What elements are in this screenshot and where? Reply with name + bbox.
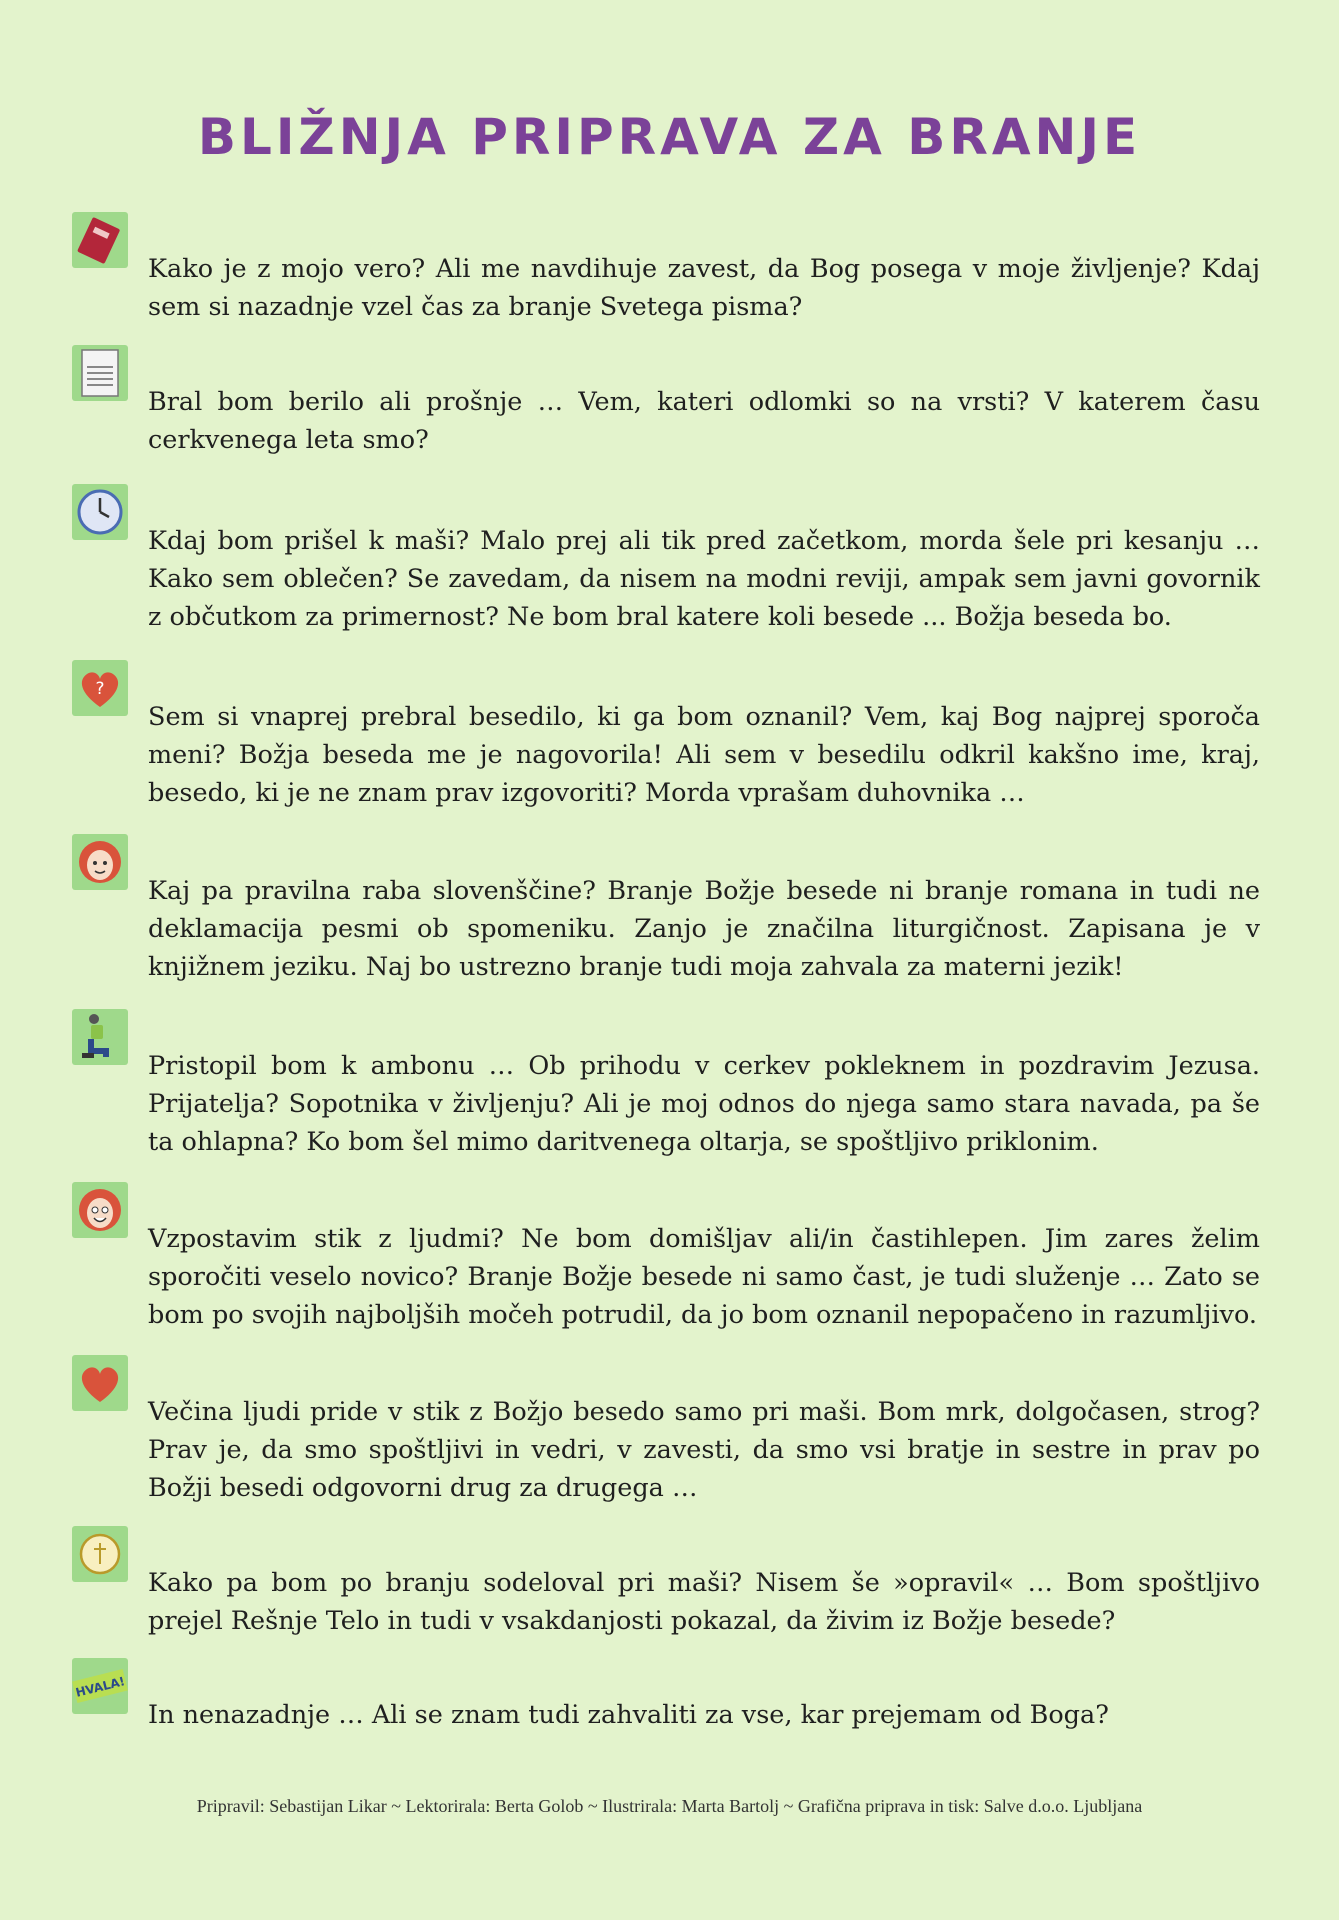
item-text: In nenazadnje … Ali se znam tudi zahvaliti za vse, kar prejemam od Boga? (148, 1700, 1109, 1730)
item-text: Kako pa bom po branju sodeloval pri maši? Nisem še »opravil« … Bom spoštljivo prejel Rešnje Telo in tudi v vsakdanjosti pokazal, da živim iz Božje besede? (148, 1568, 1260, 1636)
list-item (70, 1526, 1270, 1676)
item-text: Pristopil bom k ambonu … Ob prihodu v cerkev pokleknem in pozdravim Jezusa. Prijatelja? Sopotnika v življenju? Ali je moj odnos do njega samo stara navada, pa še ta ohlapna? Ko bom šel mimo daritvenega oltarja, se spoštljivo priklonim. (148, 1051, 1260, 1157)
item-text: Kdaj bom prišel k maši? Malo prej ali tik pred začetkom, morda šele pri kesanju … Kako sem oblečen? Se zavedam, da nisem na modni reviji, ampak sem javni govornik z občutkom za primernost? Ne bom bral katere koli besede ... Božja beseda bo. (148, 526, 1260, 632)
item-text: Kaj pa pravilna raba slovenščine? Branje Božje besede ni branje romana in tudi ne deklamacija pesmi ob spomeniku. Zanjo je značilna liturgičnost. Zapisana je v knjižnem jeziku. Naj bo ustrezno branje tudi moja zahvala za materni jezik! (148, 876, 1260, 982)
svg-text:?: ? (95, 679, 105, 699)
item-text: Vzpostavim stik z ljudmi? Ne bom domišljav ali/in častihlepen. Jim zares želim sporočiti veselo novico? Branje Božje besede ni samo čast, je tudi služenje … Zato se bom po svojih najboljših močeh potrudil, da jo bom oznanil nepopačeno in razumljivo. (148, 1224, 1260, 1330)
calendar-icon (72, 345, 128, 401)
heart-question-icon (72, 660, 128, 716)
bible-icon (72, 212, 128, 268)
item-text: Bral bom berilo ali prošnje … Vem, kateri odlomki so na vrsti? V katerem času cerkvenega leta smo? (148, 387, 1260, 455)
list-item (70, 1009, 1270, 1159)
list-item (70, 1182, 1270, 1332)
footer-credits: Pripravil: Sebastijan Likar ~ Lektorirala: Berta Golob ~ Ilustrirala: Marta Bartolj ~ Grafična priprava in tisk: Salve d.o.o. Ljubljana (196, 1796, 1143, 1816)
heart-icon (72, 1355, 128, 1411)
list-item (70, 1658, 1270, 1808)
list-item (70, 212, 1270, 362)
thanks-badge-label: HVALA! (74, 1674, 127, 1700)
item-text: Kako je z mojo vero? Ali me navdihuje zavest, da Bog posega v moje življenje? Kdaj sem si nazadnje vzel čas za branje Svetega pisma? (148, 254, 1260, 322)
list-item (70, 660, 1270, 810)
list-item (70, 1355, 1270, 1505)
list-item (70, 834, 1270, 984)
item-text: Sem si vnaprej prebral besedilo, ki ga bom oznanil? Vem, kaj Bog najprej sporoča meni? Božja beseda me je nagovorila! Ali sem v besedilu odkril kakšno ime, kraj, besedo, ki je ne znam prav izgovoriti? Morda vprašam duhovnika … (148, 702, 1260, 808)
page-title: BLIŽNJA PRIPRAVA ZA BRANJE (197, 108, 1142, 166)
host-icon (72, 1526, 128, 1582)
list-item (70, 484, 1270, 634)
thanks-badge-icon (72, 1658, 128, 1714)
kneeling-person-icon (72, 1009, 128, 1065)
smiling-girl-icon (72, 1182, 128, 1238)
girl-face-icon (72, 834, 128, 890)
list-item (70, 345, 1270, 495)
item-text: Večina ljudi pride v stik z Božjo besedo samo pri maši. Bom mrk, dolgočasen, strog? Prav je, da smo spoštljivi in vedri, v zavesti, da smo vsi bratje in sestre in prav po Božji besedi odgovorni drug za drugega … (148, 1397, 1260, 1503)
clock-icon (72, 484, 128, 540)
